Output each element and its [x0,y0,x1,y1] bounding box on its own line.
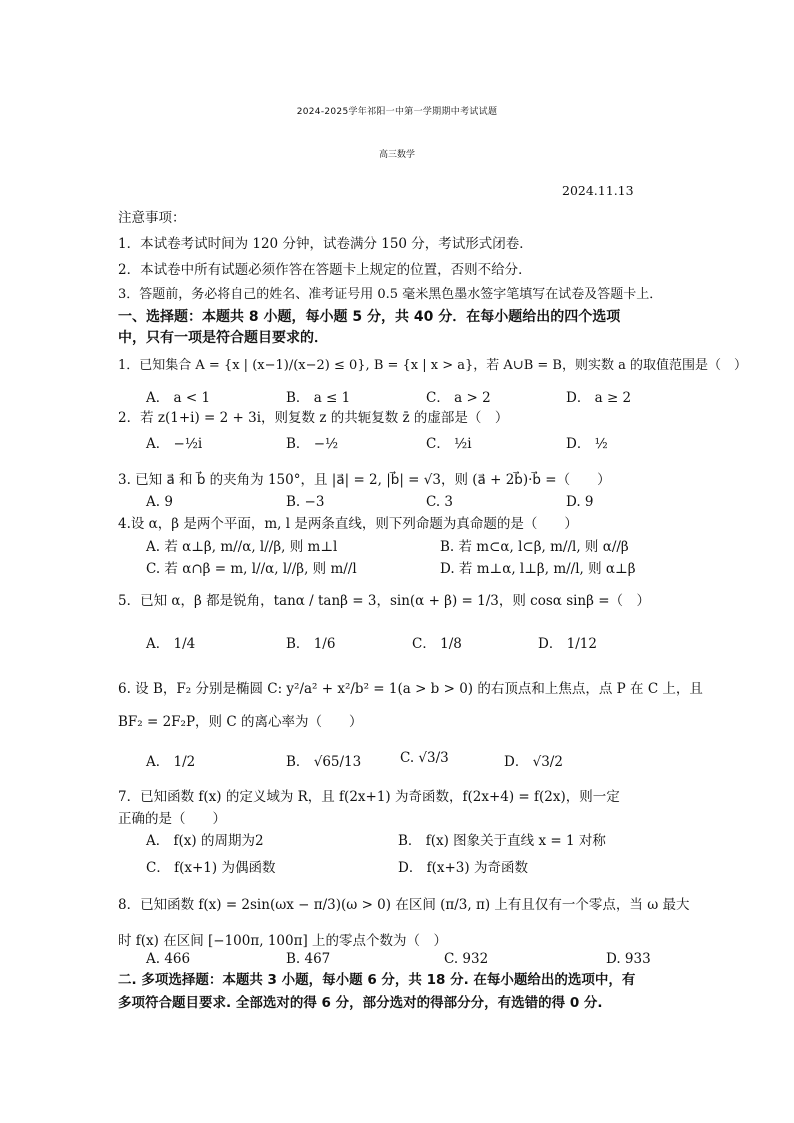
option-c: C. 932 [444,951,489,967]
option-d: D． √3/2 [504,754,563,770]
notice-heading: 注意事项： [118,210,186,226]
option-a: A． 1/4 [146,636,196,652]
option-a: A. 若 α⊥β, m//α, l//β, 则 m⊥l [146,539,338,555]
option-b: B. 467 [286,951,331,967]
option-d: D． 1/12 [538,636,597,652]
option-a: A. 9 [146,494,173,510]
option-a: A． f(x) 的周期为2 [146,833,264,849]
question-stem: 6. 设 B，F₂ 分别是椭圆 C: y²/a² + x²/b² = 1(a > b > 0) 的右顶点和上焦点，点 P 在 C 上，且 [118,681,703,697]
page-subtitle: 高三数学 [378,150,415,160]
option-d: D. 933 [606,951,651,967]
option-c: C． ½i [426,436,472,452]
question-stem: 4.设 α，β 是两个平面，m, l 是两条直线，则下列命题为真命题的是（ ） [118,516,578,532]
option-b: B． √65/13 [286,754,362,770]
question-stem: 8．已知函数 f(x) = 2sin(ωx − π/3)(ω > 0) 在区间 (π/3, π) 上有且仅有一个零点，当 ω 最大 [118,897,690,913]
section-heading: 多项符合题目要求. 全部选对的得 6 分，部分选对的得部分分，有选错的得 0 分. [118,995,603,1011]
option-b: B. 若 m⊂α, l⊂β, m//l, 则 α//β [440,539,629,555]
notice-item: 2．本试卷中所有试题必须作答在答题卡上规定的位置，否则不给分． [118,262,532,278]
option-a: A. 466 [146,951,191,967]
notice-item: 3．答题前，务必将自己的姓名、准考证号用 0.5 毫米黑色墨水签字笔填写在试卷及答题卡上． [118,287,663,302]
option-d: D. 若 m⊥α, l⊥β, m//l, 则 α⊥β [440,561,636,577]
option-d: D． a ≥ 2 [566,390,632,406]
section-heading: 中，只有一项是符合题目要求的． [118,330,328,346]
question-stem-continued: BF₂ = 2F₂P，则 C 的离心率为（ ） [118,714,363,730]
option-c: C． f(x+1) 为偶函数 [146,860,276,876]
notice-item: 1．本试卷考试时间为 120 分钟，试卷满分 150 分，考试形式闭卷． [118,236,533,252]
option-d: D. 9 [566,494,594,510]
section-heading: 一、选择题：本题共 8 小题，每小题 5 分，共 40 分．在每小题给出的四个选项 [118,309,621,325]
option-b: B． −½ [286,436,339,452]
option-c: C． 1/8 [412,636,462,652]
option-c: C． a > 2 [426,390,491,406]
option-a: A． a < 1 [146,390,211,406]
exam-date: 2024.11.13 [562,183,634,198]
question-stem: 7．已知函数 f(x) 的定义域为 R，且 f(2x+1) 为奇函数，f(2x+4) = f(2x)，则一定 [118,789,620,805]
page-title: 2024-2025学年祁阳一中第一学期期中考试试题 [296,107,498,117]
option-b: B. −3 [286,494,325,510]
option-c: C. √3/3 [400,750,449,766]
question-stem: 2．若 z(1+i) = 2 + 3i，则复数 z 的共轭复数 z̄ 的虚部是（ ） [118,410,509,426]
question-stem: 5．已知 α，β 都是锐角，tanα / tanβ = 3，sin(α + β) = 1/3，则 cosα sinβ =（ ） [118,593,651,609]
option-a: A． 1/2 [146,754,196,770]
option-b: B． 1/6 [286,636,336,652]
question-stem: 3. 已知 a⃗ 和 b⃗ 的夹角为 150°，且 |a⃗| = 2, |b⃗| = √3，则 (a⃗ + 2b⃗)·b⃗ =（ ） [118,472,611,488]
option-c: C. 3 [426,494,454,510]
option-d: D． f(x+3) 为奇函数 [398,860,528,876]
option-a: A． −½i [146,436,203,452]
section-heading: 二. 多项选择题：本题共 3 小题，每小题 6 分，共 18 分. 在每小题给出的选项中，有 [118,972,636,988]
option-b: B． a ≤ 1 [286,390,351,406]
question-stem-continued: 时 f(x) 在区间 [−100π, 100π] 上的零点个数为（ ） [118,933,448,949]
question-stem-continued: 正确的是（ ） [118,811,226,827]
option-b: B． f(x) 图象关于直线 x = 1 对称 [398,833,606,849]
option-d: D． ½ [566,436,608,452]
question-stem: 1．已知集合 A = {x | (x−1)/(x−2) ≤ 0}, B = {x | x > a}，若 A∪B = B，则实数 a 的取值范围是（ ） [118,358,747,373]
option-c: C. 若 α∩β = m, l//α, l//β, 则 m//l [146,561,357,577]
